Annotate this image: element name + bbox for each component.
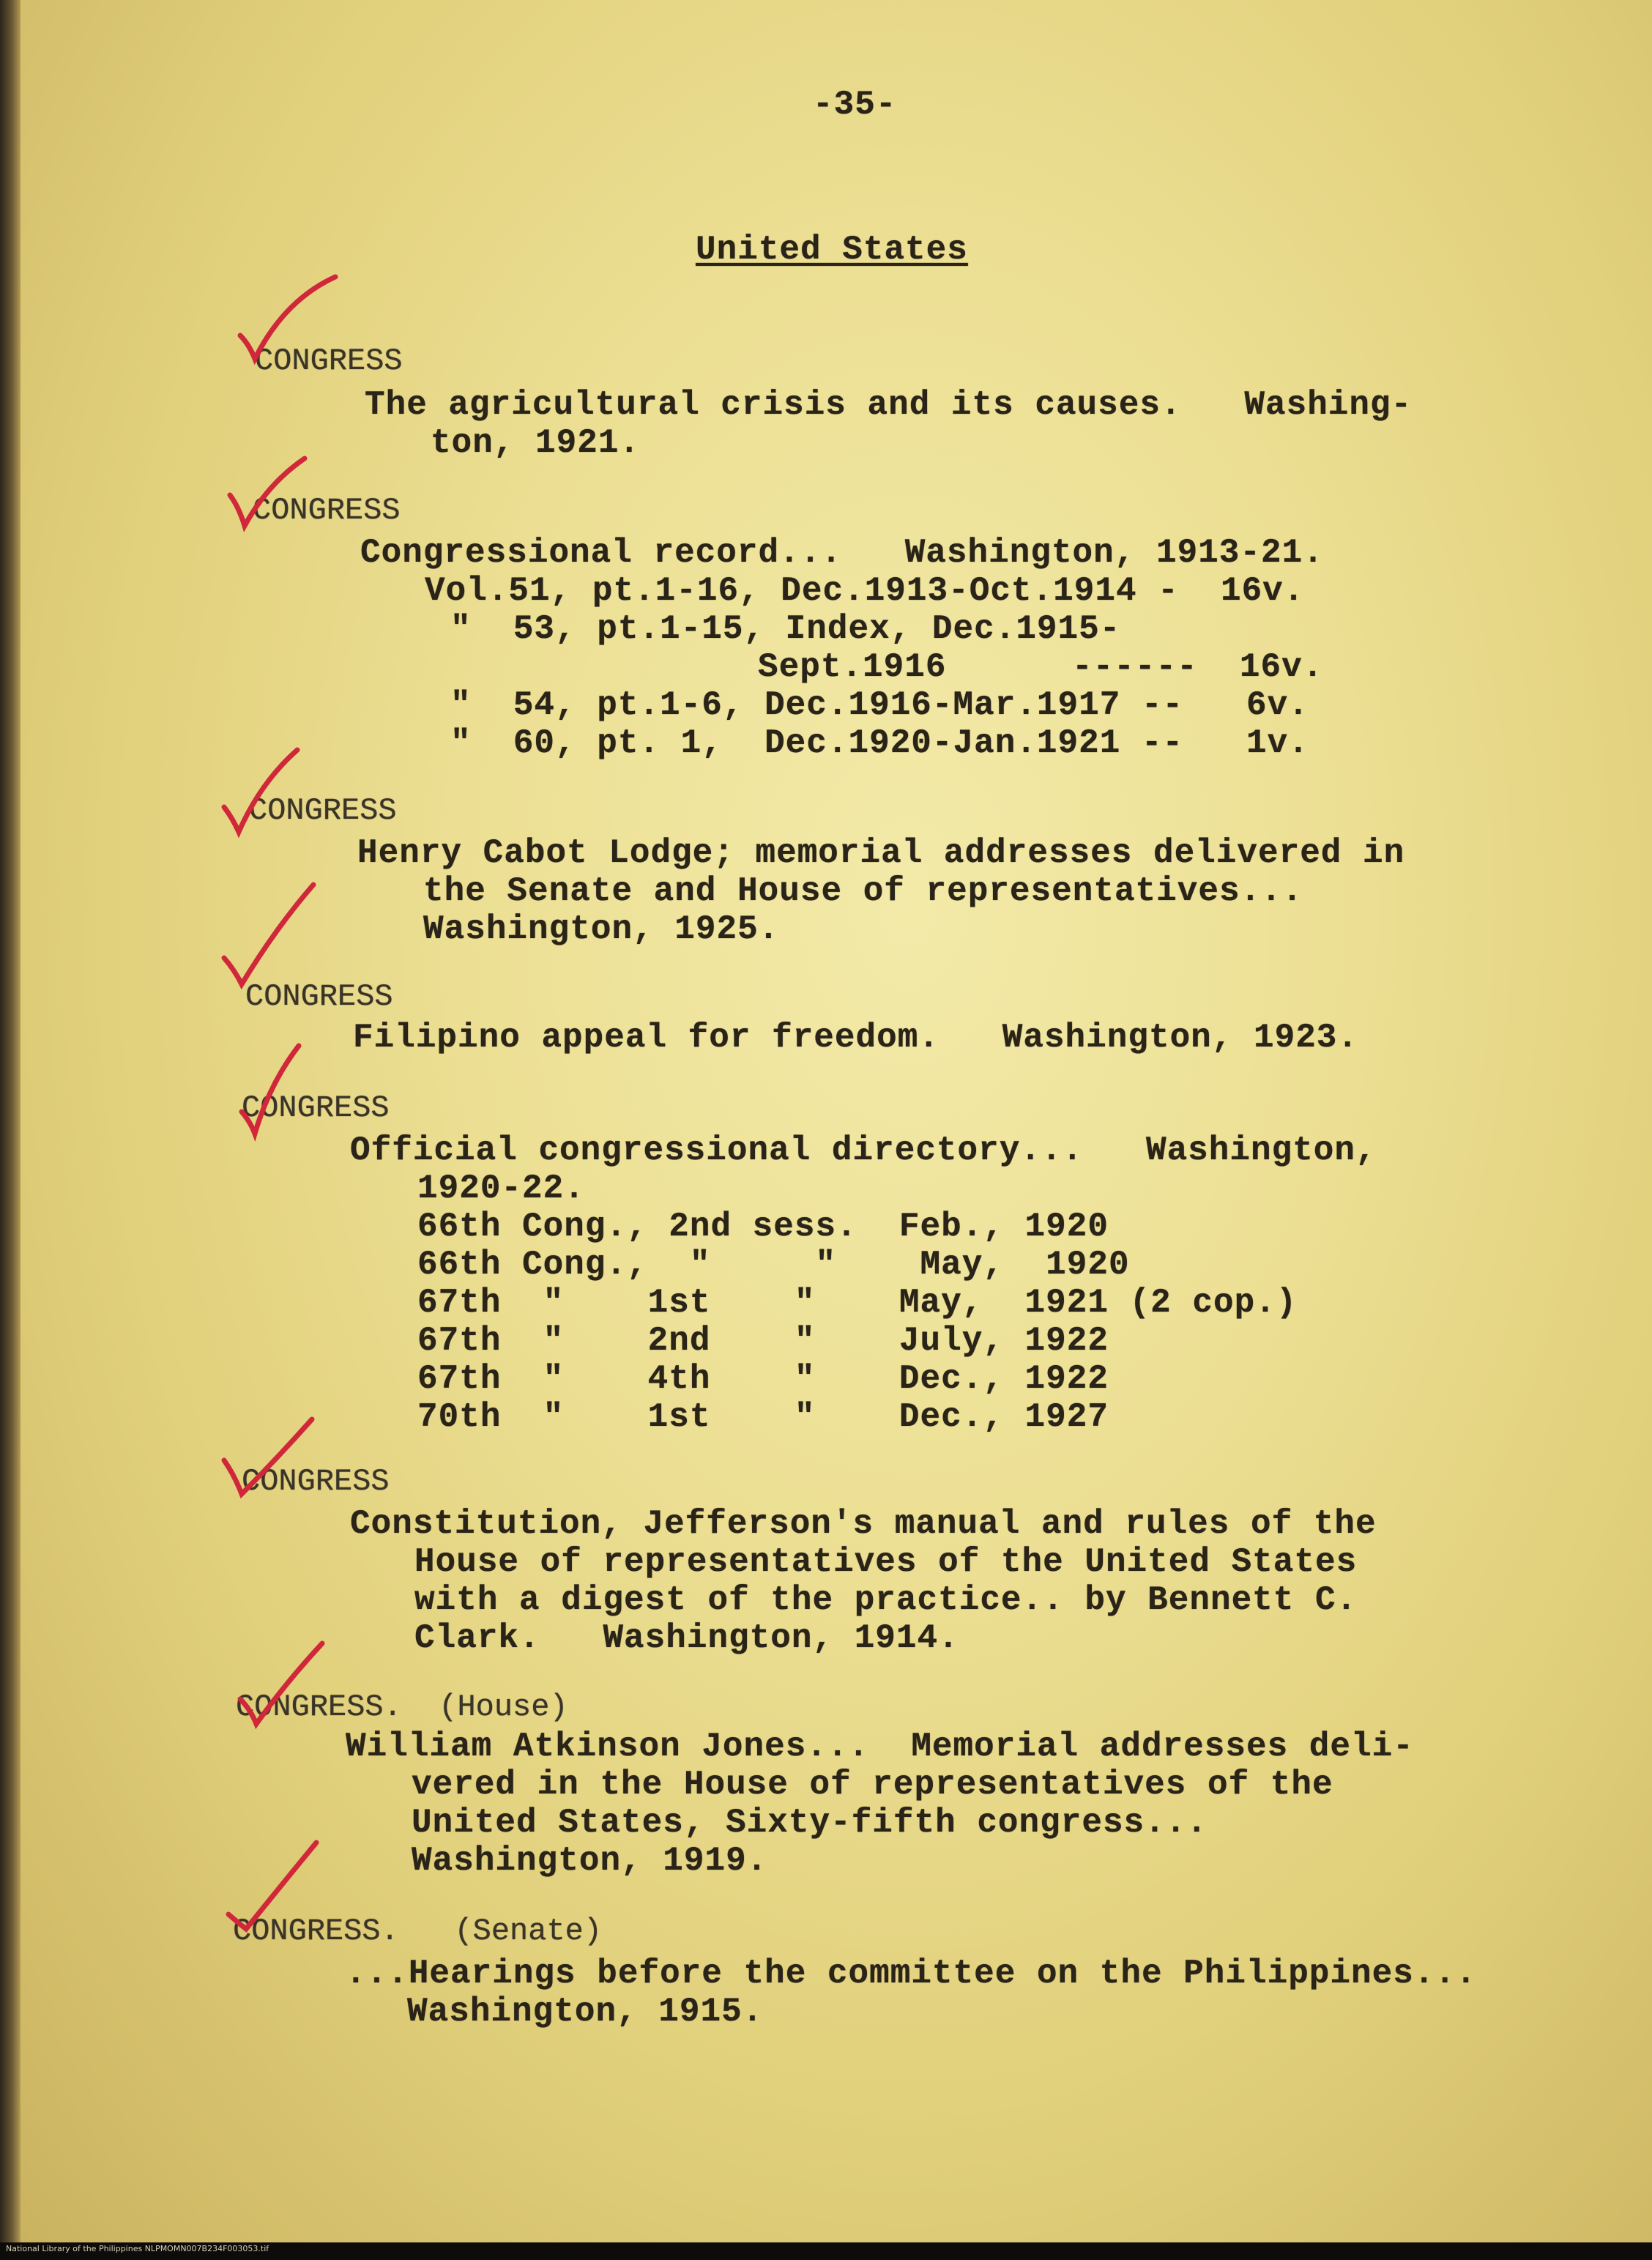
check-mark-icon	[234, 1639, 351, 1742]
entry-line: Congressional record... Washington, 1913-21.	[360, 534, 1324, 572]
entry-line: 1920-22.	[417, 1170, 585, 1208]
entry-line: with a digest of the practice.. by Bennett C.	[414, 1581, 1358, 1619]
entry-line: Official congressional directory... Washington,	[350, 1131, 1377, 1170]
entry-line: Henry Cabot Lodge; memorial addresses delivered in	[357, 834, 1405, 872]
entry-line: House of representatives of the United States	[414, 1543, 1358, 1581]
entry-line: Filipino appeal for freedom. Washington, 1923.	[353, 1019, 1359, 1057]
session-line: 70th " 1st " Dec., 1927	[417, 1398, 1109, 1436]
entry-line: ...Hearings before the committee on the Philippines...	[346, 1955, 1477, 1993]
entry-line: ton, 1921.	[431, 424, 641, 462]
entry-heading: CONGRESS. (Senate)	[233, 1914, 603, 1949]
entry-line: " 54, pt.1-6, Dec.1916-Mar.1917 -- 6v.	[450, 686, 1309, 724]
page-number: -35-	[813, 86, 897, 124]
check-mark-icon	[217, 885, 334, 987]
check-mark-icon	[224, 454, 341, 557]
entry-line: vered in the House of representatives of the	[412, 1766, 1333, 1804]
check-mark-icon	[224, 1832, 341, 1935]
section-title: United States	[696, 231, 968, 269]
entry-line: Washington, 1925.	[423, 910, 780, 948]
entry-heading: CONGRESS	[255, 343, 403, 379]
entry-line: Washington, 1915.	[407, 1993, 764, 2031]
entry-line: Washington, 1919.	[412, 1842, 768, 1880]
entry-line: Vol.51, pt.1-16, Dec.1913-Oct.1914 - 16v.	[425, 572, 1305, 610]
entry-line: Constitution, Jefferson's manual and rules of the	[350, 1505, 1377, 1543]
check-mark-icon	[218, 1415, 335, 1517]
footer-caption: National Library of the Philippines NLPMOMN007B234F003053.tif	[6, 2244, 269, 2253]
entry-line: " 60, pt. 1, Dec.1920-Jan.1921 -- 1v.	[450, 724, 1309, 762]
session-line: 66th Cong., 2nd sess. Feb., 1920	[417, 1208, 1109, 1246]
entry-heading: CONGRESS	[245, 979, 393, 1014]
entry-line: United States, Sixty-fifth congress...	[412, 1804, 1208, 1842]
entry-line: William Atkinson Jones... Memorial addresses deli-	[346, 1728, 1414, 1766]
session-line: 67th " 2nd " July, 1922	[417, 1322, 1109, 1360]
check-mark-icon	[217, 746, 334, 848]
entry-heading: CONGRESS	[253, 493, 401, 528]
entry-heading: CONGRESS	[242, 1090, 390, 1126]
entry-line: The agricultural crisis and its causes. Washing-	[365, 386, 1413, 424]
check-mark-icon	[233, 271, 350, 373]
binding-edge	[0, 0, 21, 2260]
entry-line: Sept.1916 ------ 16v.	[758, 648, 1324, 686]
entry-line: the Senate and House of representatives...	[423, 872, 1303, 910]
entry-line: Clark. Washington, 1914.	[414, 1619, 959, 1657]
entry-line: " 53, pt.1-15, Index, Dec.1915-	[450, 610, 1121, 648]
session-line: 67th " 4th " Dec., 1922	[417, 1360, 1109, 1398]
check-mark-icon	[233, 1040, 350, 1142]
entry-heading: CONGRESS	[242, 1464, 390, 1499]
entry-heading: CONGRESS	[249, 793, 397, 828]
session-line: 67th " 1st " May, 1921 (2 cop.)	[417, 1284, 1298, 1322]
entry-heading: CONGRESS. (House)	[236, 1690, 568, 1725]
session-line: 66th Cong., " " May, 1920	[417, 1246, 1130, 1284]
